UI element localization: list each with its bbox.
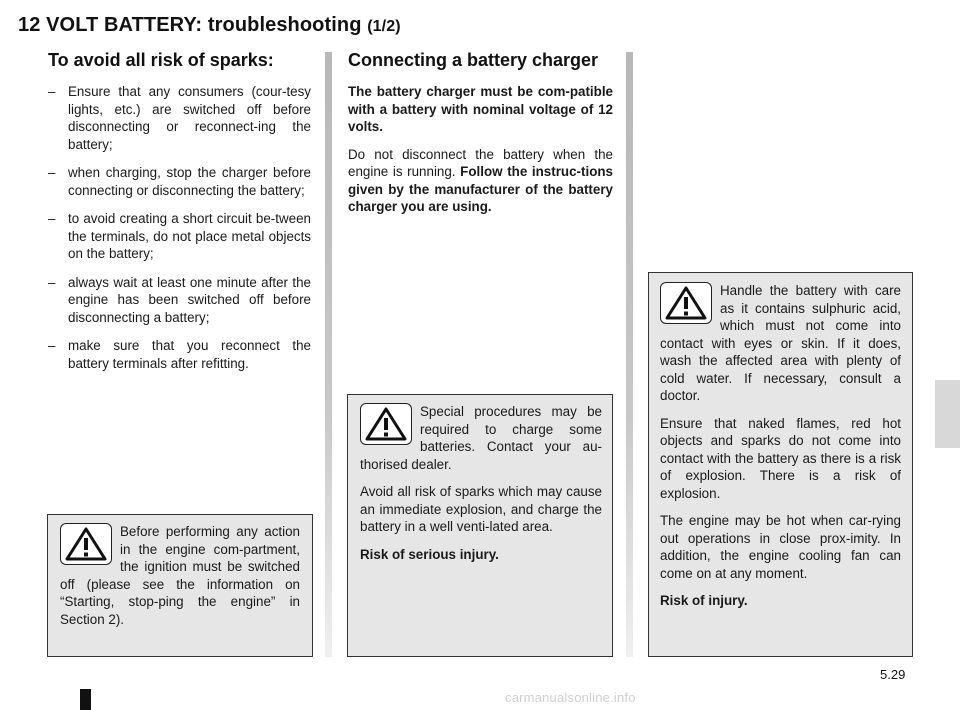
serious-injury-text: Risk of serious injury. bbox=[360, 546, 499, 562]
list-item bbox=[48, 337, 311, 372]
bullet-dash: – bbox=[48, 338, 56, 353]
left-column bbox=[48, 83, 311, 383]
page-title-text: 12 VOLT BATTERY: troubleshooting bbox=[18, 14, 362, 36]
ignition-warning-text: Before performing any action in the engine com-partment, the ignition must be switched off (please see the information on “Starting, stop-ping the engine” in Section 2). bbox=[60, 524, 300, 627]
corner-marker bbox=[80, 689, 91, 710]
list-item-text: make sure that you reconnect the battery terminals after refitting. bbox=[68, 338, 311, 371]
hot-engine-warning-text: The engine may be hot when car-rying out operations in close prox-imity. In addition, the engine cooling fan can come on at any moment. bbox=[660, 513, 901, 581]
warning-triangle-icon bbox=[660, 282, 712, 324]
warning-triangle-icon bbox=[360, 403, 412, 445]
bullet-dash: – bbox=[48, 274, 56, 290]
injury-risk-text: Risk of injury. bbox=[660, 593, 748, 608]
warning-triangle-icon bbox=[60, 523, 112, 565]
section-tab bbox=[935, 380, 960, 448]
column-divider bbox=[626, 52, 633, 657]
list-item bbox=[48, 274, 311, 327]
list-item bbox=[48, 164, 311, 199]
bullet-dash: – bbox=[48, 165, 56, 180]
list-item-text: to avoid creating a short circuit be-tween the terminals, do not place metal objects on the battery; bbox=[68, 211, 311, 261]
charger-compatibility-text: The battery charger must be com-patible with a battery with nominal voltage of 12 volts. bbox=[348, 84, 613, 134]
charger-instructions-normal: Do not disconnect the battery when the engine is running. bbox=[348, 146, 613, 179]
charger-instructions bbox=[348, 146, 613, 216]
acid-warning-text: Handle the battery with care as it contains sulphuric acid, which must not come into contact with eyes or skin. If it does, wash the affected area with plenty of cold water. If necessary, consult a doctor. bbox=[660, 283, 901, 403]
sparks-list bbox=[48, 83, 311, 372]
list-item-text: always wait at least one minute after the engine has been switched off before disconnecting a battery; bbox=[68, 274, 311, 325]
charger-instructions-bold: Follow the instruc-tions given by the manufacturer of the battery charger you are using. bbox=[348, 164, 614, 214]
page-number: 5.29 bbox=[880, 667, 906, 682]
charger-heading: Connecting a battery charger bbox=[348, 50, 599, 70]
bullet-dash: – bbox=[48, 84, 56, 99]
list-item-text: Ensure that any consumers (cour-tesy lights, etc.) are switched off before disconnecting or reconnect-ing the battery; bbox=[68, 84, 311, 152]
page-part: (1/2) bbox=[367, 18, 401, 35]
page-title bbox=[18, 14, 401, 37]
sparks-warning-text: Avoid all risk of sparks which may cause an immediate explosion, and charge the battery in a well venti-lated area. bbox=[360, 484, 602, 534]
explosion-warning-text: Ensure that naked flames, red hot objects and sparks do not come into contact with the battery as there is a risk of explosion. There is a risk of explosion. bbox=[660, 415, 901, 501]
ignition-warning-box bbox=[47, 514, 313, 657]
charging-warning-box bbox=[347, 394, 613, 657]
special-procedures-text: Special procedures may be required to charge some batteries. Contact your au-thorised dealer. bbox=[360, 404, 602, 472]
list-item bbox=[48, 83, 311, 153]
acid-warning-box bbox=[648, 272, 913, 657]
column-divider bbox=[325, 52, 332, 657]
left-heading: To avoid all risk of sparks: bbox=[48, 50, 274, 70]
watermark: carmanualsonline.info bbox=[505, 690, 636, 705]
list-item-text: when charging, stop the charger before connecting or disconnecting the battery; bbox=[68, 165, 311, 198]
list-item bbox=[48, 210, 311, 263]
bullet-dash: – bbox=[48, 211, 56, 226]
middle-column bbox=[348, 83, 613, 226]
